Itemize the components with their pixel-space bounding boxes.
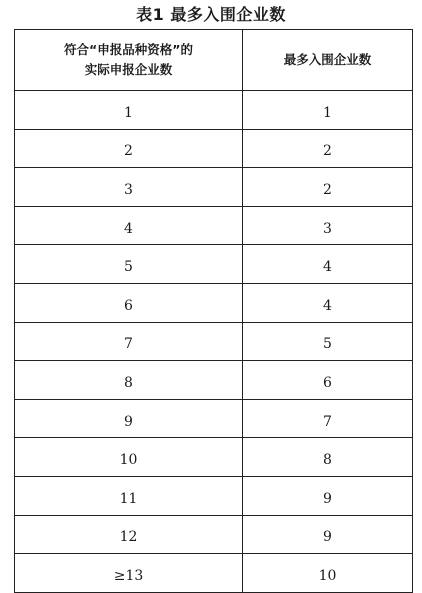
applicant-count-cell: 8 <box>15 361 243 400</box>
header-applicant-count-line2: 实际申报企业数 <box>84 62 173 77</box>
applicant-count-cell: 12 <box>15 515 243 554</box>
table-row <box>15 91 413 130</box>
table-row <box>15 245 413 284</box>
table-row <box>15 361 413 400</box>
max-winners-cell: 4 <box>243 245 413 284</box>
applicant-count-cell: 2 <box>15 129 243 168</box>
table-row <box>15 168 413 207</box>
table-caption: 表1 最多入围企业数 <box>136 5 286 24</box>
table-row <box>15 515 413 554</box>
table-row <box>15 476 413 515</box>
applicant-count-cell: 7 <box>15 322 243 361</box>
max-winners-cell: 1 <box>243 91 413 130</box>
applicant-count-cell: 4 <box>15 206 243 245</box>
applicant-count-cell: 10 <box>15 438 243 477</box>
max-winners-cell: 2 <box>243 168 413 207</box>
table-header-row <box>15 30 413 91</box>
table-row <box>15 129 413 168</box>
bid-limit-table <box>14 29 413 593</box>
max-winners-cell: 7 <box>243 399 413 438</box>
applicant-count-cell: 11 <box>15 476 243 515</box>
header-applicant-count-line1: 符合“申报品种资格”的 <box>64 42 193 57</box>
table-row <box>15 438 413 477</box>
table-row <box>15 554 413 593</box>
max-winners-cell: 6 <box>243 361 413 400</box>
applicant-count-cell: 6 <box>15 283 243 322</box>
applicant-count-cell: 5 <box>15 245 243 284</box>
max-winners-cell: 5 <box>243 322 413 361</box>
table-row <box>15 399 413 438</box>
table-row <box>15 206 413 245</box>
max-winners-cell: 9 <box>243 476 413 515</box>
max-winners-cell: 9 <box>243 515 413 554</box>
applicant-count-cell: ≥13 <box>15 554 243 593</box>
applicant-count-cell: 1 <box>15 91 243 130</box>
max-winners-cell: 3 <box>243 206 413 245</box>
applicant-count-cell: 9 <box>15 399 243 438</box>
max-winners-cell: 10 <box>243 554 413 593</box>
applicant-count-cell: 3 <box>15 168 243 207</box>
table-row <box>15 322 413 361</box>
header-max-winners: 最多入围企业数 <box>243 30 413 91</box>
max-winners-cell: 2 <box>243 129 413 168</box>
header-applicant-count <box>15 30 243 91</box>
max-winners-cell: 4 <box>243 283 413 322</box>
max-winners-cell: 8 <box>243 438 413 477</box>
table-row <box>15 283 413 322</box>
table-body <box>15 91 413 593</box>
